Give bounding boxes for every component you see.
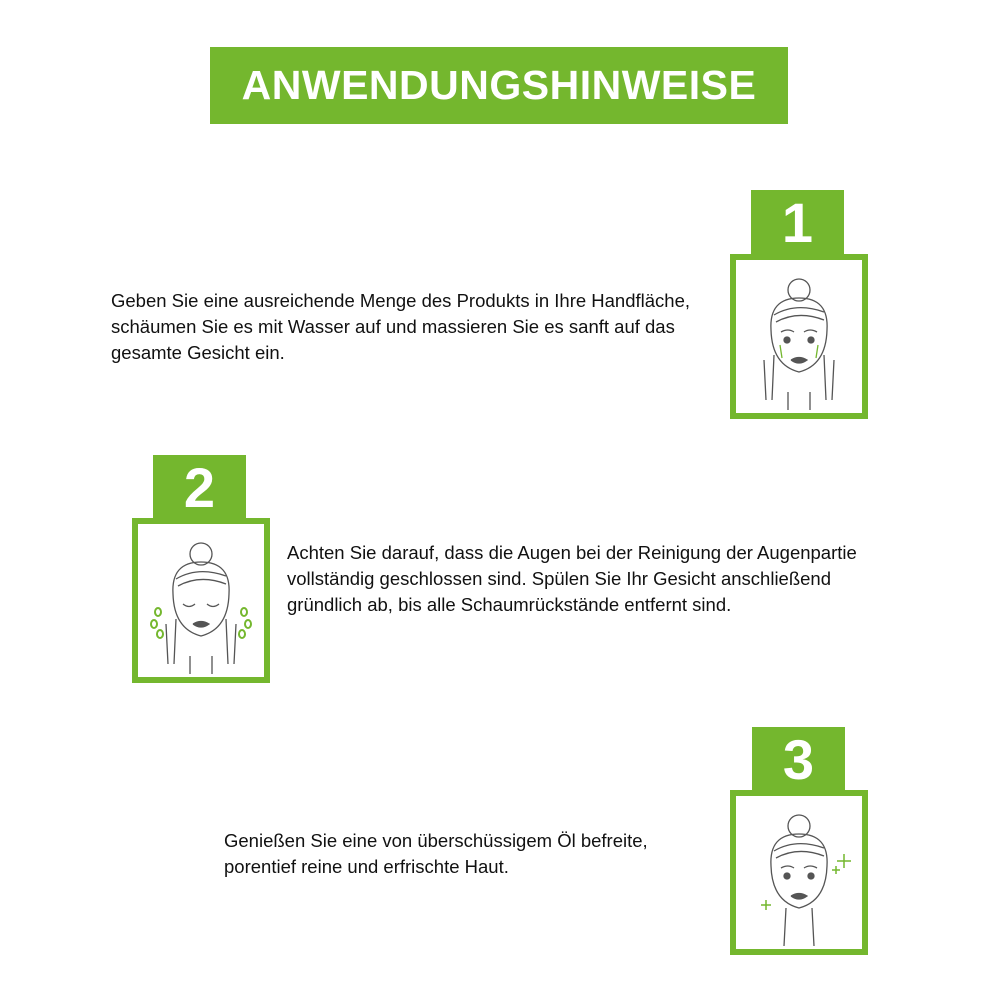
face-massage-icon (730, 254, 868, 419)
step-3-number: 3 (752, 727, 845, 791)
step-3-text: Genießen Sie eine von überschüssigem Öl befreite, porentief reine und erfrischte Haut. (224, 830, 648, 877)
step-1-text: Geben Sie eine ausreichende Menge des Produkts in Ihre Handfläche, schäumen Sie es mit Wasser auf und massieren Sie es sanft auf das gesamte Gesicht ein. (111, 290, 691, 363)
face-rinse-icon (132, 518, 270, 683)
face-fresh-icon (730, 790, 868, 955)
step-1-number: 1 (751, 190, 844, 254)
step-2-number: 2 (153, 455, 246, 519)
step-2-text: Achten Sie darauf, dass die Augen bei der Reinigung der Augenpartie vollständig geschlossen sind. Spülen Sie Ihr Gesicht anschließend gründlich ab, bis alle Schaumrückstände entfernt sind. (287, 542, 857, 615)
page-title: ANWENDUNGSHINWEISE (210, 47, 788, 124)
